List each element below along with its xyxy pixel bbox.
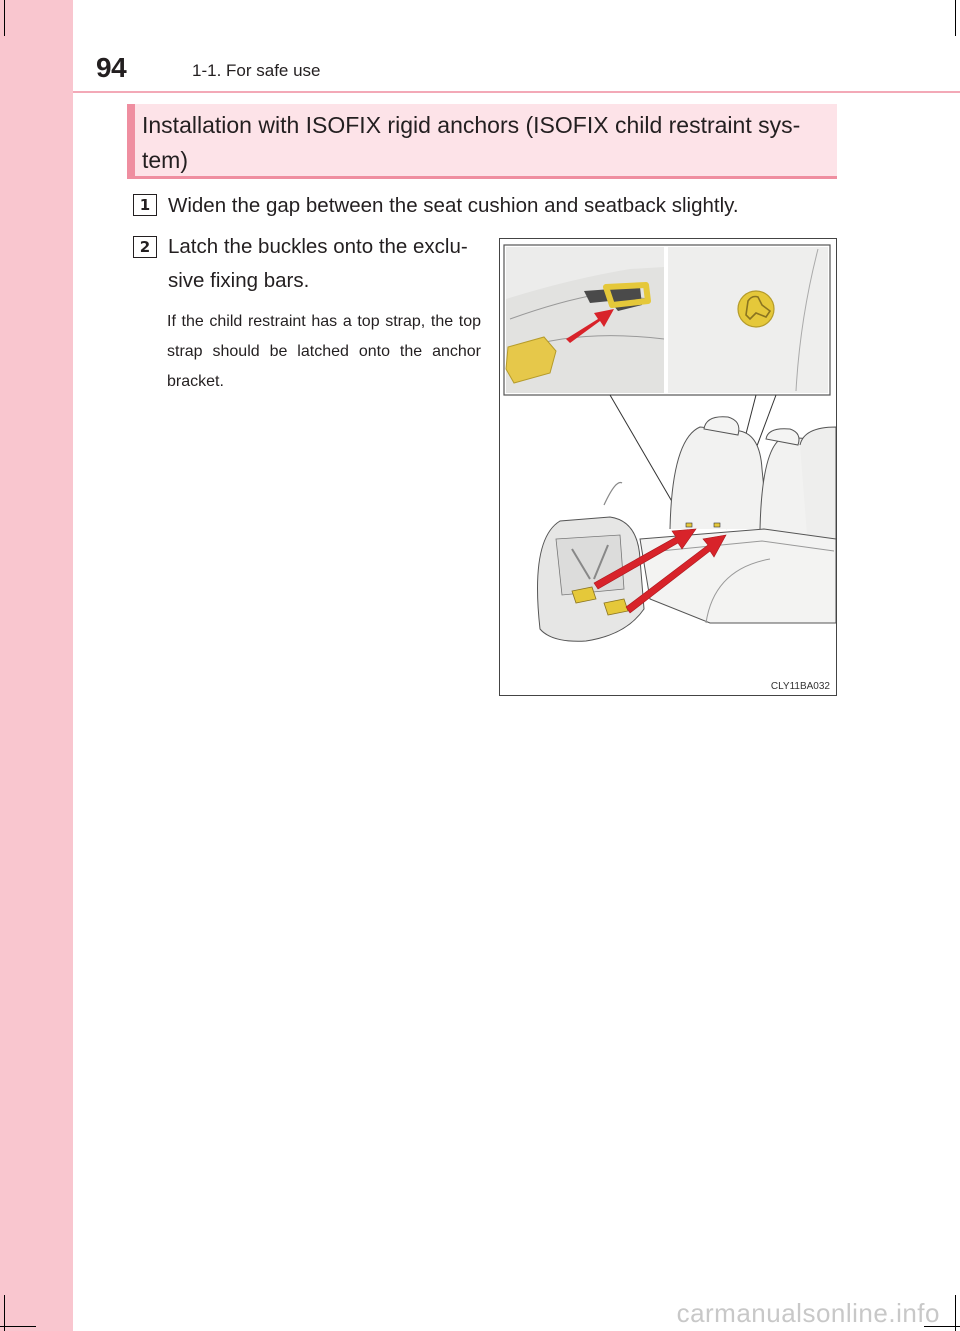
step-1-text: Widen the gap between the seat cushion and seatback slightly. [168, 194, 739, 217]
header-rule [73, 91, 960, 93]
step-number-1: 1 [133, 194, 157, 216]
page-number: 94 [96, 52, 127, 83]
crop-mark [0, 1326, 36, 1327]
step-2-note: If the child restraint has a top strap, the top strap should be latched onto the anchor bracket. [167, 313, 481, 390]
step-2-text-line-1: Latch the buckles onto the exclu- [168, 235, 468, 258]
watermark: carmanualsonline.info [676, 1298, 940, 1328]
procedure-title: Installation with ISOFIX rigid anchors (ISOFIX child restraint sys-tem) [142, 112, 801, 173]
isofix-illustration [499, 238, 837, 696]
side-color-band [0, 0, 73, 1331]
step-number-2: 2 [133, 236, 157, 258]
step-2-text-line-2: sive fixing bars. [168, 269, 310, 292]
crop-mark [955, 0, 956, 36]
seat-illustration [500, 239, 836, 695]
crop-mark [4, 0, 5, 36]
figure-code: CLY11BA032 [770, 681, 830, 692]
section-title: 1-1. For safe use [192, 61, 321, 80]
